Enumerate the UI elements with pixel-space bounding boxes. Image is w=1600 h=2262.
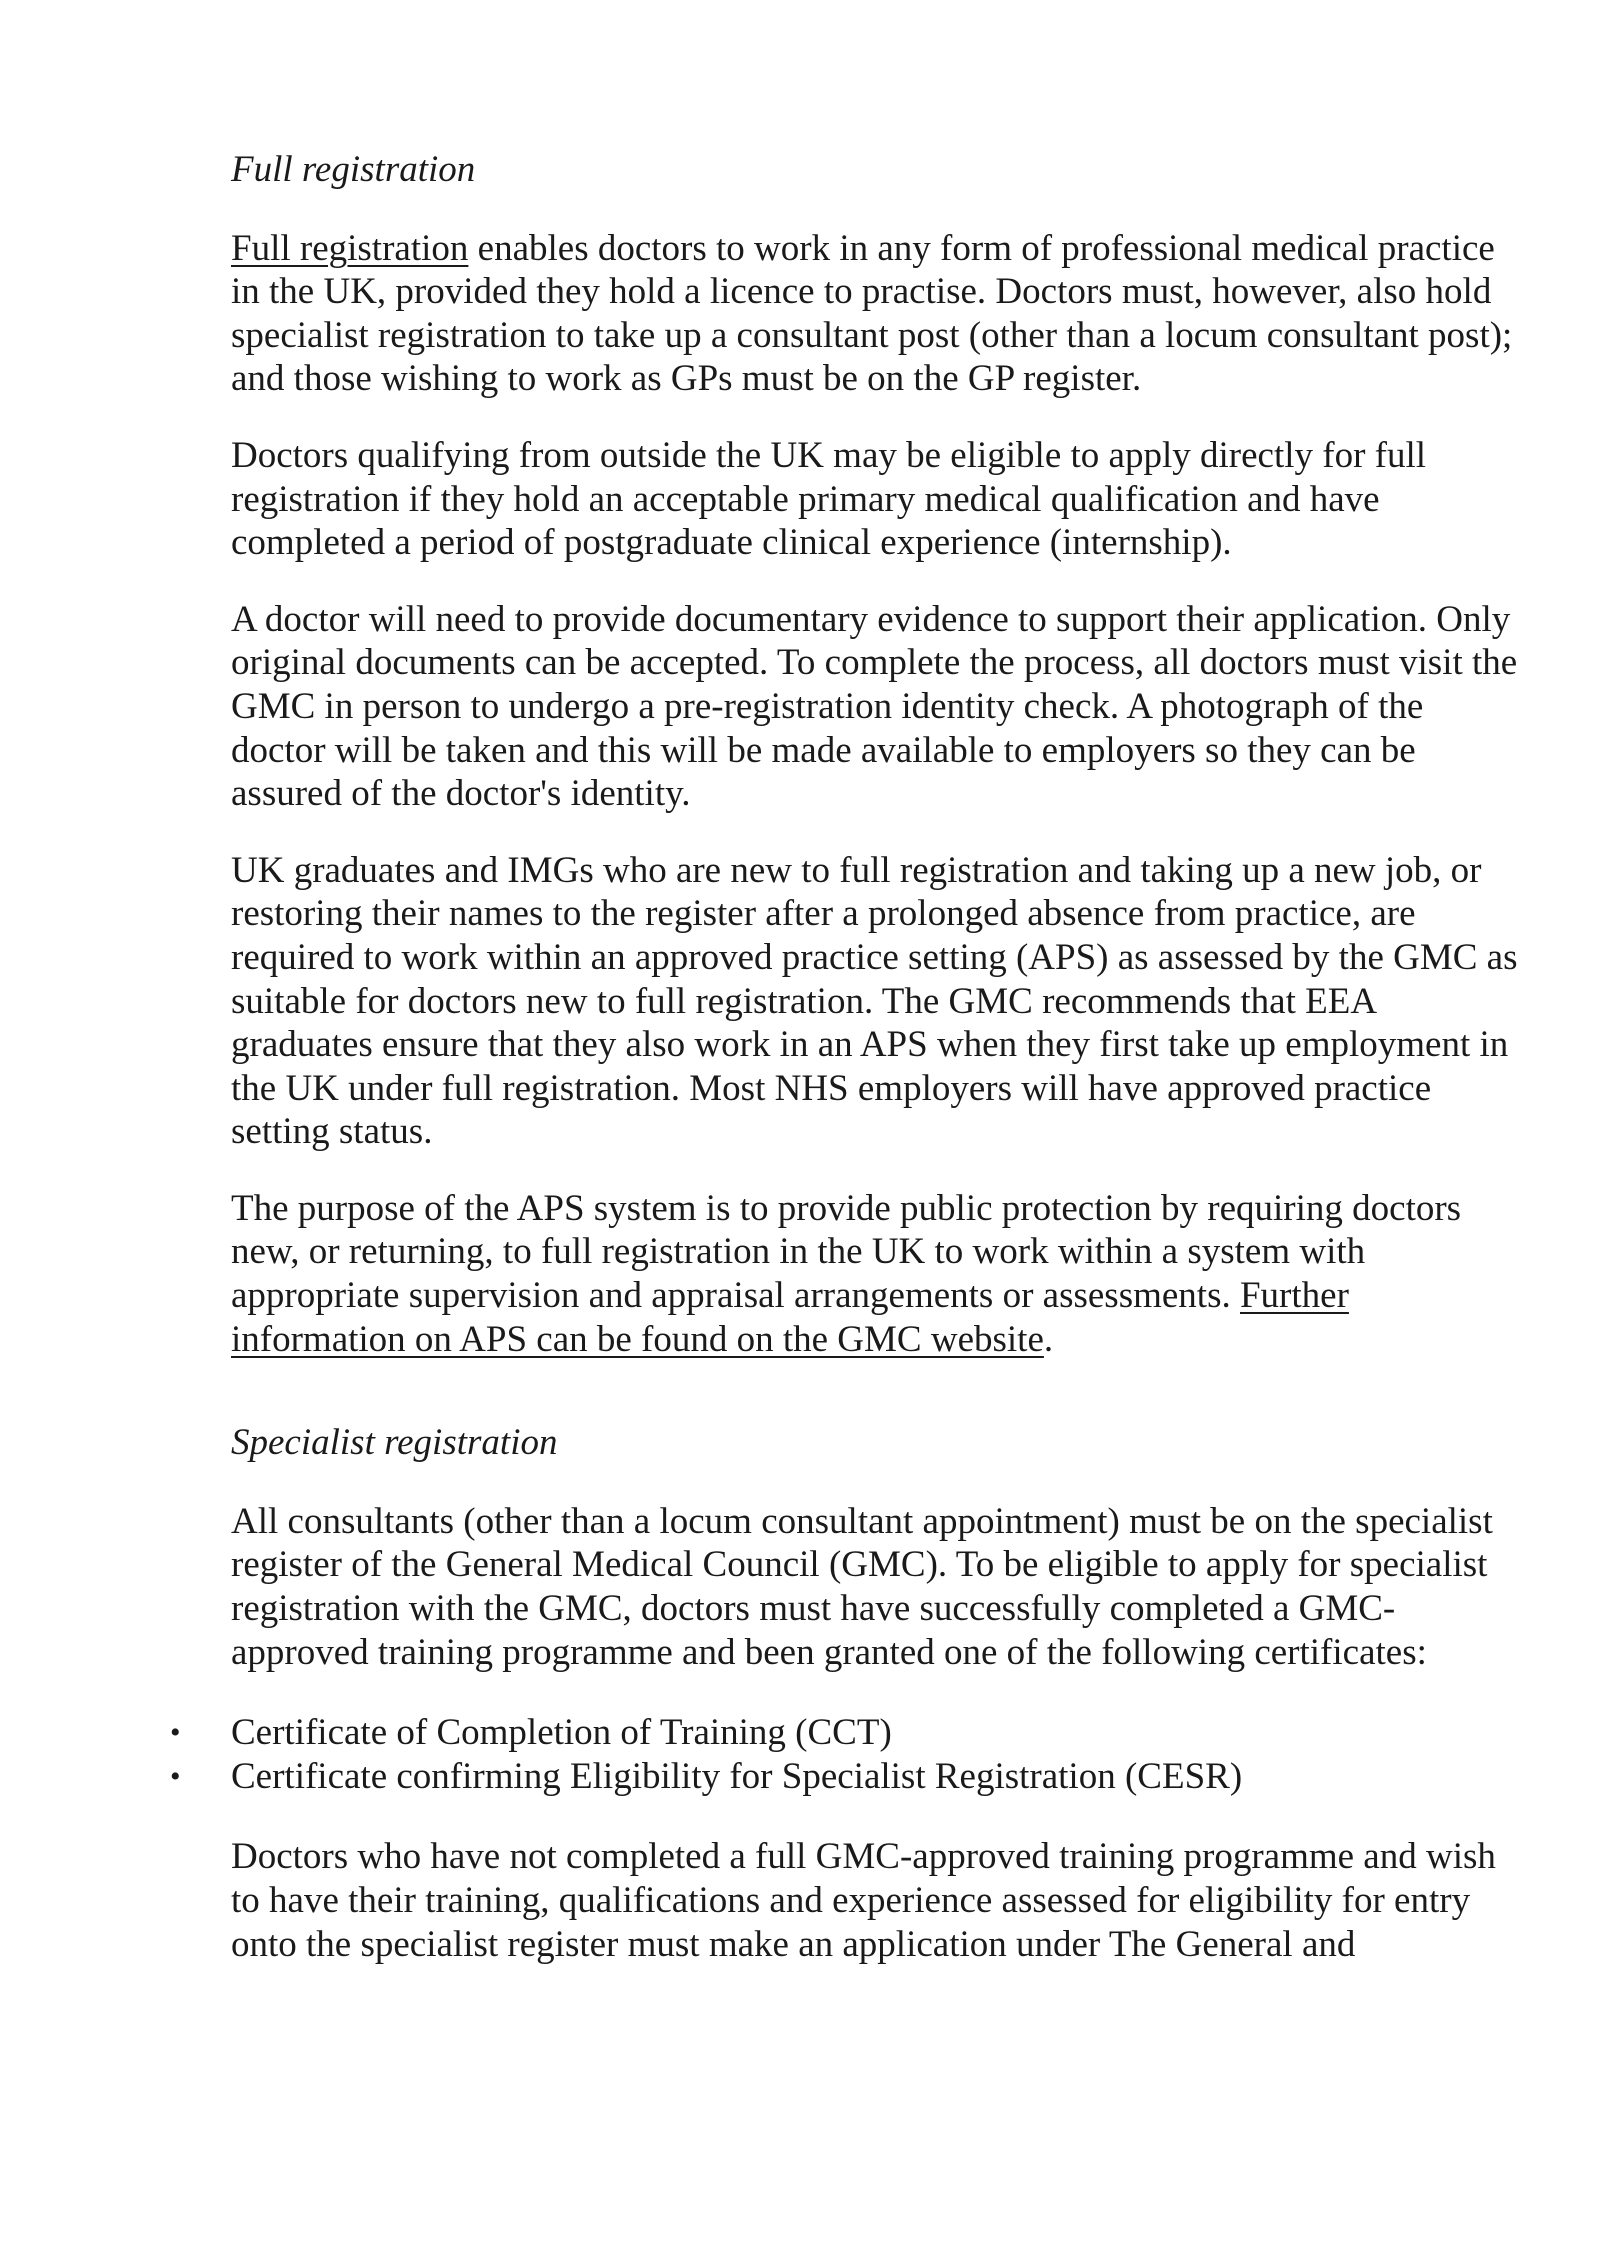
aps-purpose-end: . (1043, 1318, 1054, 1360)
bullet-icon: • (170, 1759, 181, 1793)
full-registration-paragraph-2: Doctors qualifying from outside the UK may be eligible to apply directly for full registration if they hold an acceptable primary medical qualification and have completed a period of postgraduate clinical experience (internship). (231, 434, 1427, 564)
gmc-aps-info-link[interactable]: Further information on APS can be found on the GMC website (231, 1275, 1349, 1360)
full-registration-link[interactable]: Full registration (231, 227, 469, 269)
specialist-registration-paragraph-2: Doctors who have not completed a full GMC-approved training programme and wish to have their training, qualifications and experience assessed for eligibility for entry onto the specialist register must make an application under The General and (231, 1836, 1496, 1965)
full-registration-heading: Full registration (231, 149, 476, 190)
bullet-icon: • (170, 1716, 181, 1750)
full-registration-paragraph-1-text: enables doctors to work in any form of professional medical practice in the UK, provided they hold a licence to practise. Doctors must, however, also hold specialist registration to take up a consultant post (other than a locum consultant post); and those wishing to work as GPs must be on the GP register. (231, 227, 1513, 400)
full-registration-paragraph-5 (231, 1187, 1521, 1361)
full-registration-paragraph-3: A doctor will need to provide documentary evidence to support their application. Only original documents can be accepted. To complete the process, all doctors must visit the GMC in person to undergo a pre-registration identity check. A photograph of the doctor will be taken and this will be made available to employers so they can be assured of the doctor's identity. (231, 598, 1518, 815)
specialist-registration-heading: Specialist registration (231, 1422, 558, 1464)
certificate-list (170, 1711, 1521, 1798)
aps-purpose-text: The purpose of the APS system is to provide public protection by requiring doctors new, or returning, to full registration in the UK to work within a system with appropriate supervision and appraisal arrangements or assessments. (231, 1187, 1462, 1317)
specialist-registration-paragraph-1: All consultants (other than a locum consultant appointment) must be on the specialist register of the General Medical Council (GMC). To be eligible to apply for specialist registration with the GMC, doctors must have successfully completed a GMC-approved training programme and been granted one of the following certificates: (231, 1500, 1493, 1673)
list-item (170, 1711, 1521, 1755)
document-page (170, 148, 1521, 1966)
list-item-text: Certificate confirming Eligibility for Specialist Registration (CESR) (231, 1755, 1243, 1797)
full-registration-paragraph-1 (231, 227, 1521, 401)
list-item-text: Certificate of Completion of Training (CCT) (231, 1712, 892, 1754)
full-registration-paragraph-4: UK graduates and IMGs who are new to full registration and taking up a new job, or restoring their names to the register after a prolonged absence from practice, are required to work within an approved practice setting (APS) as assessed by the GMC as suitable for doctors new to full registration. The GMC recommends that EEA graduates ensure that they also work in an APS when they first take up employment in the UK under full registration. Most NHS employers will have approved practice setting status. (231, 849, 1518, 1153)
list-item (170, 1755, 1521, 1799)
